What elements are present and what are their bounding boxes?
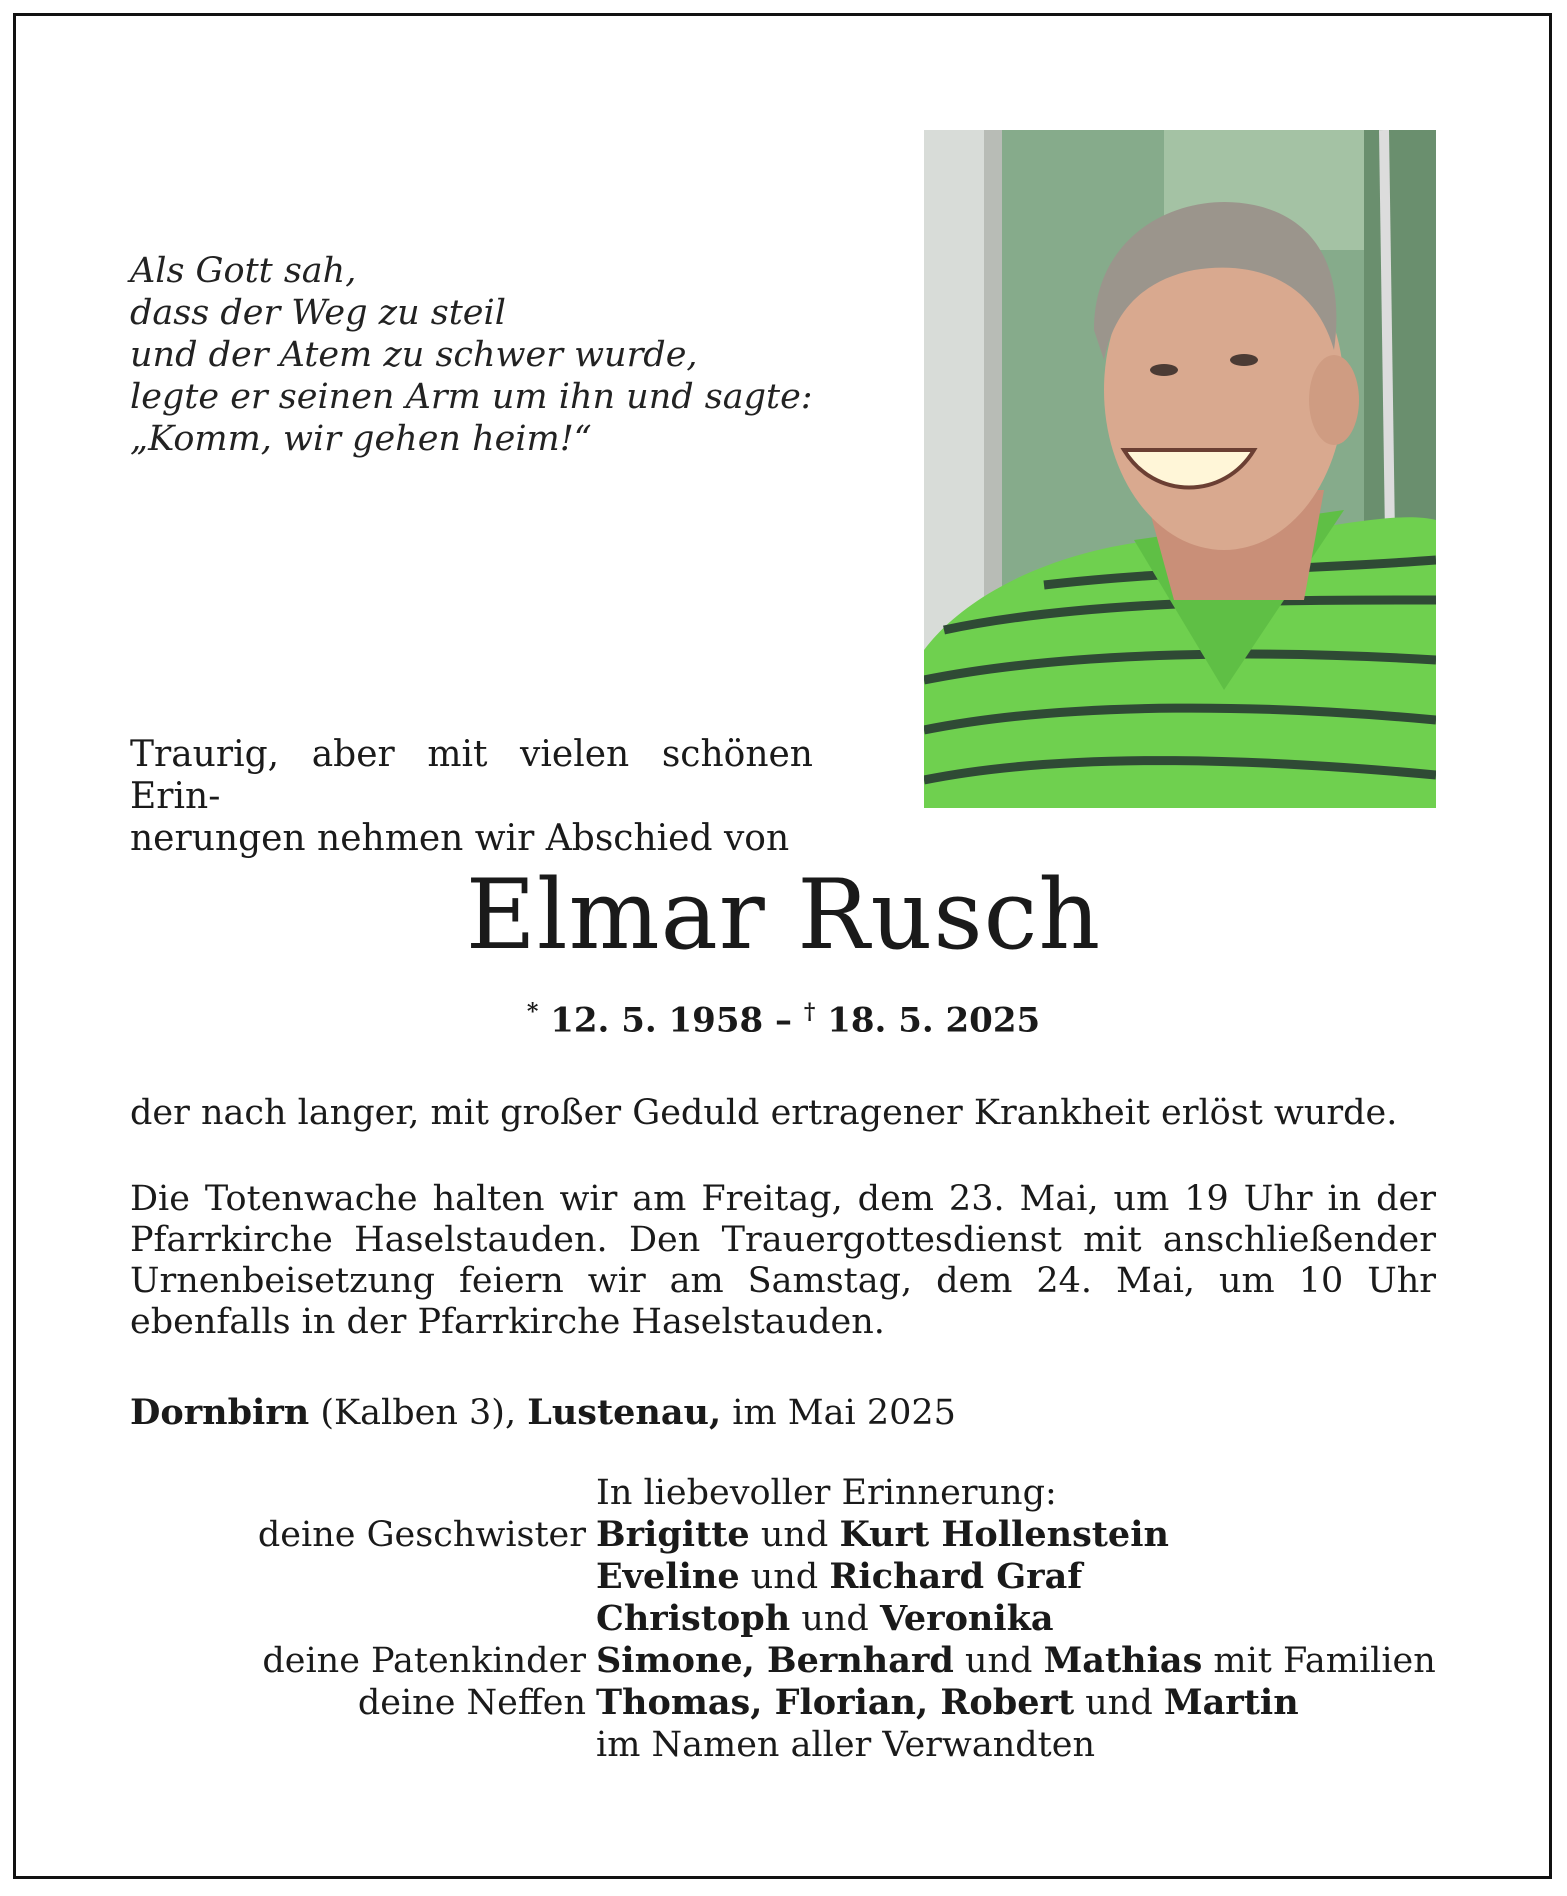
sibling-name: Eveline: [596, 1556, 740, 1597]
godchildren-label: deine Patenkinder: [262, 1641, 586, 1681]
date-line: im Mai 2025: [721, 1393, 956, 1433]
relatives-line: im Namen aller Verwandten: [596, 1725, 1095, 1765]
poem-line: und der Atem zu schwer wurde,: [130, 335, 698, 375]
birth-symbol: *: [526, 999, 539, 1025]
sibling-name: Christoph: [596, 1598, 791, 1639]
sibling-name: Veronika: [879, 1598, 1054, 1639]
intro-line-1: Traurig, aber mit vielen schönen Erin-: [130, 734, 813, 817]
poem: [130, 250, 813, 460]
sibling-name: Kurt Hollenstein: [839, 1514, 1169, 1555]
poem-line: „Komm, wir gehen heim!“: [130, 419, 592, 459]
conjunction: und: [953, 1641, 1044, 1681]
eye-right: [1230, 354, 1258, 366]
sibling-name: Richard Graf: [829, 1556, 1083, 1597]
death-date: 18. 5. 2025: [827, 1000, 1041, 1041]
eye-left: [1150, 364, 1178, 376]
place-dornbirn: Dornbirn: [130, 1392, 310, 1433]
nephews-row: [130, 1682, 1436, 1724]
ear: [1309, 355, 1359, 445]
conjunction: und: [1074, 1683, 1164, 1723]
paragraph-release: der nach langer, mit großer Geduld ertragener Krankheit erlöst wurde.: [130, 1093, 1398, 1133]
siblings-row: [130, 1514, 1436, 1556]
place-lustenau: Lustenau,: [527, 1392, 722, 1433]
siblings-row: [130, 1598, 1436, 1640]
sibling-name: Brigitte: [596, 1514, 750, 1555]
address: (Kalben 3),: [309, 1393, 528, 1433]
poem-line: Als Gott sah,: [130, 251, 357, 291]
godchildren-row: [130, 1640, 1436, 1682]
deceased-name: Elmar Rusch: [465, 859, 1102, 971]
nephews-label: deine Neffen: [357, 1683, 586, 1723]
conjunction: und: [739, 1557, 830, 1597]
birth-date: 12. 5. 1958: [550, 1000, 764, 1041]
conjunction: und: [749, 1515, 840, 1555]
portrait-illustration: [924, 130, 1436, 808]
life-dates: [0, 990, 1567, 1042]
death-symbol: †: [803, 999, 816, 1025]
with-families: mit Familien: [1202, 1641, 1436, 1681]
poem-line: dass der Weg zu steil: [130, 293, 506, 333]
relatives-row: [130, 1724, 1436, 1766]
closing-heading: In liebevoller Erinnerung:: [596, 1473, 1057, 1513]
siblings-row: [130, 1556, 1436, 1598]
poem-line: legte er seinen Arm um ihn und sagte:: [130, 377, 813, 417]
godchild-names: Simone, Bernhard: [596, 1640, 954, 1681]
portrait-photo: [924, 130, 1436, 808]
nephew-name: Martin: [1163, 1682, 1299, 1723]
paragraph-funeral-details: Die Totenwache halten wir am Freitag, dem 23. Mai, um 19 Uhr in der Pfarrkirche Haselstauden. Den Trauergottesdienst mit anschließender Urnenbeisetzung feiern wir am Samstag, dem 24. Mai, um 10 Uhr ebenfalls in der Pfarrkirche Haselstauden.: [130, 1179, 1436, 1342]
siblings-label: deine Geschwister: [257, 1515, 586, 1555]
intro-text: [130, 734, 813, 860]
nephew-names: Thomas, Florian, Robert: [596, 1682, 1075, 1723]
conjunction: und: [790, 1599, 880, 1639]
closing-heading-row: [130, 1472, 1436, 1514]
mourners-list: [130, 1472, 1436, 1766]
date-dash: –: [775, 1000, 792, 1041]
godchild-name: Mathias: [1043, 1640, 1203, 1681]
intro-line-2: nerungen nehmen wir Abschied von: [130, 818, 790, 859]
place-date-line: [130, 1392, 1436, 1434]
